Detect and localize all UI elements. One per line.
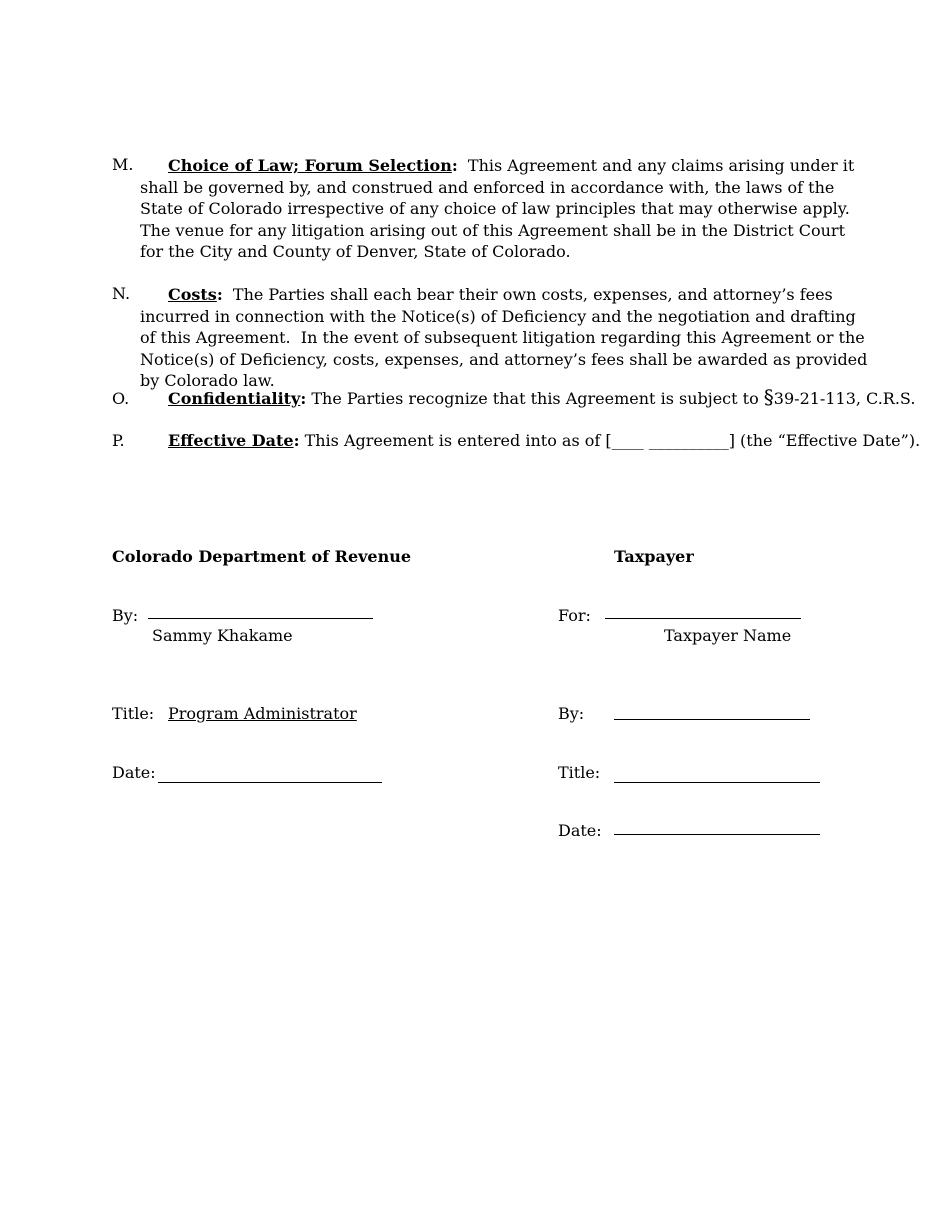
section-n-heading: Costs (168, 285, 217, 304)
section-m-paragraph (140, 155, 870, 263)
section-o-text-after: 39-21-113, C.R.S. (773, 389, 916, 408)
right-title-label: Title: (558, 763, 601, 782)
right-for-signature-line[interactable] (605, 618, 801, 619)
section-p-colon: : (293, 431, 300, 450)
section-o-heading: Confidentiality (168, 389, 301, 408)
section-p-letter: P. (112, 431, 125, 450)
effective-date-blank[interactable]: [____ __________] (605, 431, 735, 450)
right-for-label: For: (558, 606, 591, 625)
section-o-paragraph (168, 385, 916, 409)
right-by-line[interactable] (614, 719, 810, 720)
right-by-label: By: (558, 704, 585, 723)
right-date-line[interactable] (614, 834, 820, 835)
right-title-line[interactable] (614, 782, 820, 783)
section-p-text-before: This Agreement is entered into as of (299, 431, 606, 450)
left-party-heading: Colorado Department of Revenue (112, 547, 412, 566)
section-n-letter: N. (112, 284, 131, 303)
left-signer-name: Sammy Khakame (152, 626, 293, 645)
left-title-value: Program Administrator (168, 704, 357, 723)
section-m-heading: Choice of Law; Forum Selection (168, 156, 452, 175)
left-title-label: Title: (112, 704, 155, 723)
section-symbol: § (763, 385, 774, 409)
section-o-colon: : (300, 389, 307, 408)
left-by-signature-line[interactable] (148, 618, 373, 619)
section-o-letter: O. (112, 389, 130, 408)
section-n-colon: : (216, 285, 223, 304)
section-n-text: The Parties shall each bear their own costs, expenses, and attorney’s fees incurred in connection with the Notice(s) of Deficiency and the negotiation and drafting of this Agreement. In the event of subsequent litigation regarding this Agreement or the Notice(s) of Deficiency, costs, expenses, and attorney’s fees shall be awarded as provided by Colorado law. (140, 285, 873, 390)
section-o-text-before: The Parties recognize that this Agreement is subject to (306, 389, 764, 408)
left-by-label: By: (112, 606, 139, 625)
section-m-colon: : (451, 156, 458, 175)
right-party-heading: Taxpayer (614, 547, 694, 566)
right-date-label: Date: (558, 821, 602, 840)
left-date-line[interactable] (158, 782, 382, 783)
section-m-text: This Agreement and any claims arising under it shall be governed by, and construed and enforced in accordance with, the laws of the State of Colorado irrespective of any choice of law principles that may otherwise apply. The venue for any litigation arising out of this Agreement shall be in the District Court for the City and County of Denver, State of Colorado. (140, 156, 860, 261)
section-p-paragraph (168, 431, 921, 450)
section-p-text-after: (the “Effective Date”). (734, 431, 921, 450)
left-date-label: Date: (112, 763, 156, 782)
right-for-caption: Taxpayer Name (664, 626, 792, 645)
section-n-paragraph (140, 284, 873, 392)
section-p-heading: Effective Date (168, 431, 294, 450)
section-m-letter: M. (112, 155, 134, 174)
